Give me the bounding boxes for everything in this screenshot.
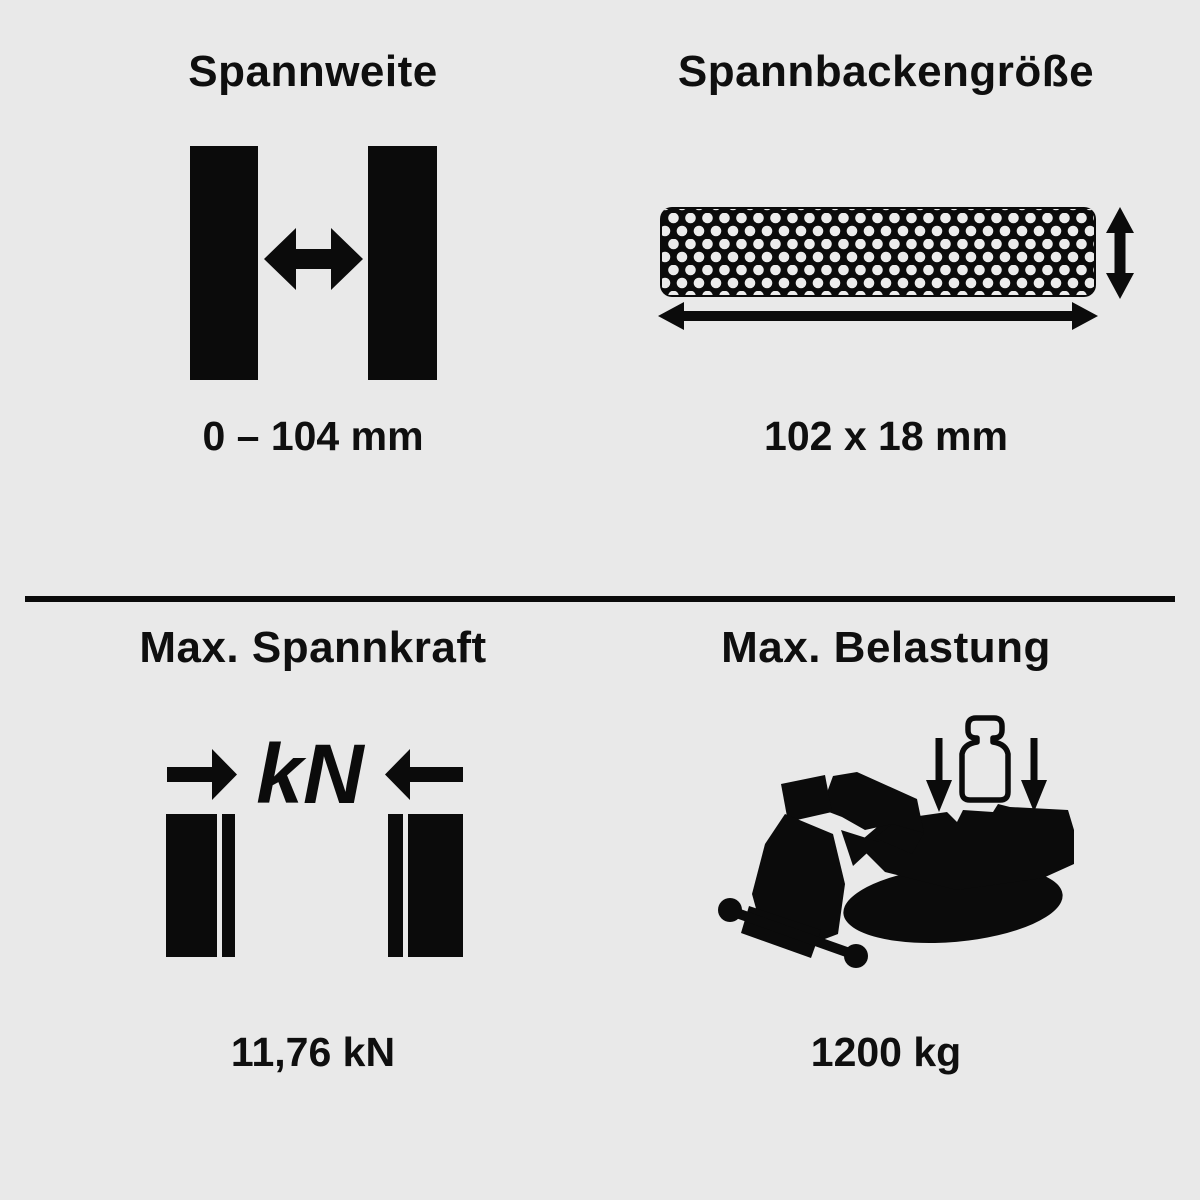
perforated-jaw-plate-dimension-icon xyxy=(658,205,1140,333)
opposing-force-arrows-jaws-icon xyxy=(163,730,463,958)
left-jaw-wide-bar xyxy=(166,814,217,957)
left-force-arrow-icon xyxy=(385,749,410,800)
section-divider xyxy=(25,596,1175,602)
spannbackengroesse-title: Spannbackengröße xyxy=(677,47,1095,96)
jaw-plate-dot-grid xyxy=(662,209,1094,295)
bench-vise-icon xyxy=(705,772,1080,972)
horizontal-double-arrow-icon xyxy=(264,228,363,290)
right-jaw-bar xyxy=(368,146,437,380)
vise-fixed-jaw-cap xyxy=(781,775,832,822)
right-jaw-wide-bar xyxy=(408,814,463,957)
left-jaw-bar xyxy=(190,146,258,380)
spannbackengroesse-value: 102 x 18 mm xyxy=(764,413,1008,459)
right-force-arrow-icon xyxy=(212,749,237,800)
clamp-jaws-span-arrow-icon xyxy=(190,146,437,381)
belastung-value: 1200 kg xyxy=(810,1029,962,1075)
spannweite-title: Spannweite xyxy=(188,47,438,96)
spannkraft-value: 11,76 kN xyxy=(230,1029,396,1075)
left-jaw-thin-bar xyxy=(222,814,235,957)
spannkraft-title: Max. Spannkraft xyxy=(139,623,487,672)
horizontal-double-arrow-icon xyxy=(658,302,1098,330)
vise-handle-ball-right xyxy=(844,944,868,968)
kn-unit-label: kN xyxy=(256,730,364,821)
left-force-arrow-shaft xyxy=(410,767,463,782)
vise-movable-jaw-arm xyxy=(821,772,924,833)
right-force-arrow-shaft xyxy=(167,767,212,782)
spannweite-value: 0 – 104 mm xyxy=(202,413,424,459)
vertical-double-arrow-icon xyxy=(1106,207,1134,299)
belastung-title: Max. Belastung xyxy=(721,623,1051,672)
right-jaw-thin-bar xyxy=(388,814,403,957)
vise-handle-ball-left xyxy=(718,898,742,922)
